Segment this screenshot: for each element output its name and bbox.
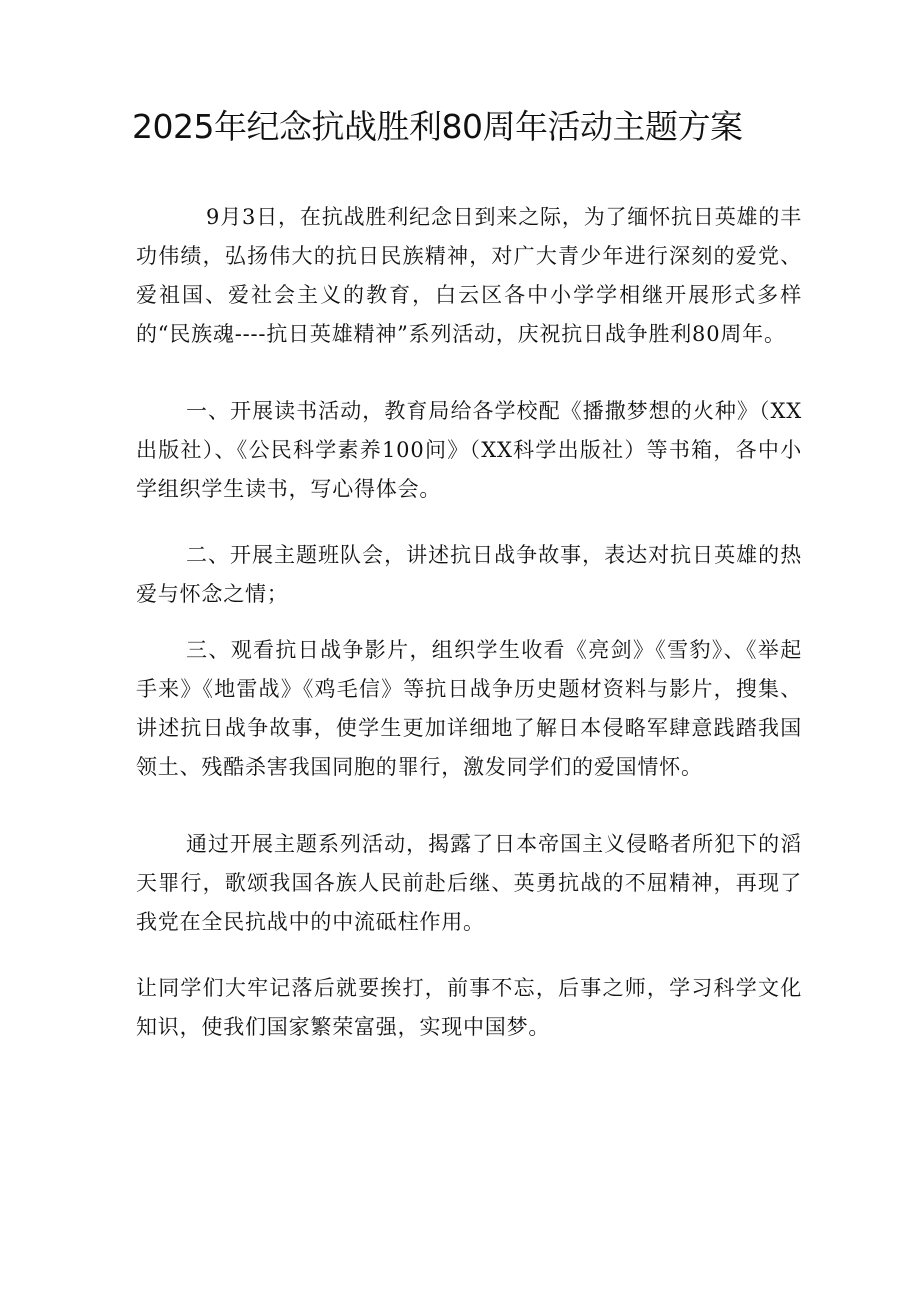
document-title: 2025年纪念抗战胜利80周年活动主题方案 (132, 107, 743, 146)
reading-activity-paragraph: 一、开展读书活动，教育局给各学校配《播撒梦想的火种》（XX出版社）、《公民科学素养100问》（XX科学出版社）等书箱，各中小学组织学生读书，写心得体会。 (136, 399, 802, 501)
summary-paragraph: 通过开展主题系列活动，揭露了日本帝国主义侵略者所犯下的滔天罪行，歌颂我国各族人民前赴后继、英勇抗战的不屈精神，再现了我党在全民抗战中的中流砥柱作用。 (136, 832, 802, 934)
closing-paragraph: 让同学们大牢记落后就要挨打，前事不忘，后事之师，学习科学文化知识，使我们国家繁荣富强，实现中国梦。 (136, 976, 802, 1039)
film-viewing-paragraph: 三、观看抗日战争影片，组织学生收看《亮剑》《雪豹》、《举起手来》《地雷战》《鸡毛信》等抗日战争历史题材资料与影片，搜集、讲述抗日战争故事，使学生更加详细地了解日本侵略军肆意践踏我国领土、残酷杀害我国同胞的罪行，激发同学们的爱国情怀。 (136, 638, 802, 779)
class-meeting-paragraph: 二、开展主题班队会，讲述抗日战争故事，表达对抗日英雄的热爱与怀念之情； (136, 543, 802, 606)
intro-paragraph: 9月3日，在抗战胜利纪念日到来之际，为了缅怀抗日英雄的丰功伟绩，弘扬伟大的抗日民族精神，对广大青少年进行深刻的爱党、爱祖国、爱社会主义的教育，白云区各中小学学相继开展形式多样的“民族魂----抗日英雄精神”系列活动，庆祝抗日战争胜利80周年。 (136, 205, 802, 346)
